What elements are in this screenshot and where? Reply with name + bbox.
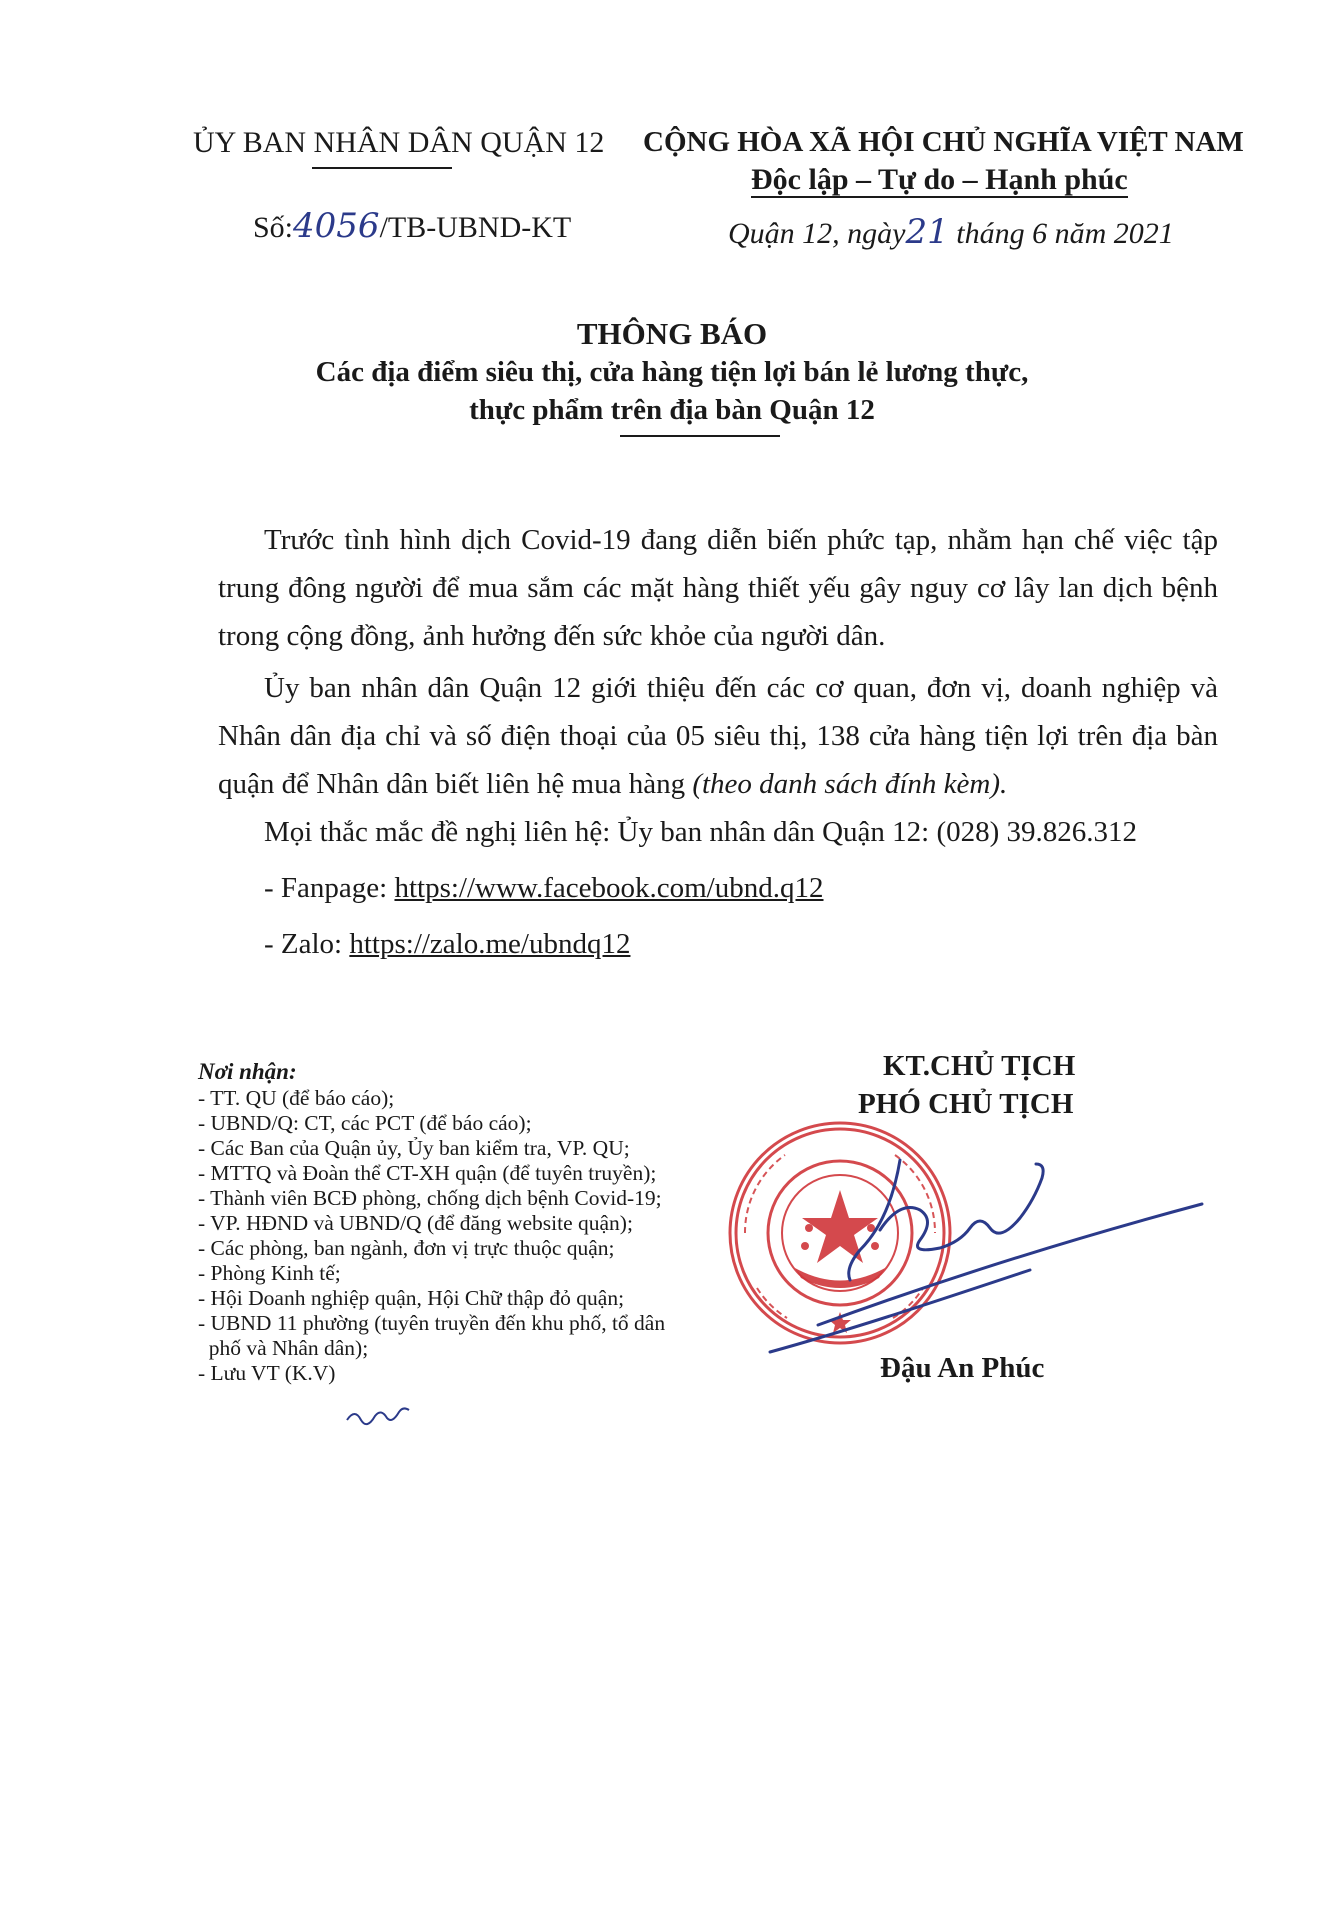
- fanpage-link[interactable]: https://www.facebook.com/ubnd.q12: [394, 872, 824, 904]
- document-heading: THÔNG BÁO: [576, 316, 768, 351]
- recipient-item: - Các phòng, ban ngành, đơn vị trực thuộc quận;: [198, 1236, 615, 1260]
- recipient-item: - Phòng Kinh tế;: [198, 1261, 341, 1285]
- recipient-item: - Hội Doanh nghiệp quận, Hội Chữ thập đỏ quận;: [198, 1286, 625, 1310]
- paragraph-2-text: Ủy ban nhân dân Quận 12 giới thiệu đến các cơ quan, đơn vị, doanh nghiệp và Nhân dân địa chỉ và số điện thoại của 05 siêu thị, 138 cửa hàng tiện lợi trên địa bàn quận để Nhân dân biết liên hệ mua hàng: [218, 672, 1218, 800]
- date-day-handwritten: 21: [905, 212, 949, 252]
- zalo-label: - Zalo:: [264, 928, 350, 960]
- recipient-item: - VP. HĐND và UBND/Q (để đăng website quận);: [198, 1211, 633, 1235]
- zalo-line: [264, 920, 630, 968]
- recipients-list: [198, 1058, 665, 1386]
- recipient-item: - UBND 11 phường (tuyên truyền đến khu phố, tổ dân: [198, 1311, 666, 1335]
- fanpage-line: [264, 864, 824, 912]
- recipient-item: - Các Ban của Quận ủy, Ủy ban kiểm tra, VP. QU;: [198, 1136, 630, 1160]
- fanpage-label: - Fanpage:: [264, 872, 395, 904]
- doc-number-handwritten: 4056: [293, 206, 380, 246]
- recipient-item: phố và Nhân dân);: [198, 1336, 369, 1360]
- document-subtitle-line1: Các địa điểm siêu thị, cửa hàng tiện lợi bán lẻ lương thực,: [315, 356, 1029, 388]
- document-subtitle-line2: thực phẩm trên địa bàn Quận 12: [469, 394, 875, 426]
- contact-line: Mọi thắc mắc đề nghị liên hệ: Ủy ban nhân dân Quận 12: (028) 39.826.312: [264, 816, 1138, 848]
- body-paragraph-2: [218, 664, 1218, 808]
- title-underline: [620, 435, 780, 437]
- handwritten-signature-icon: [650, 1120, 1210, 1360]
- recipient-item: - TT. QU (để báo cáo);: [198, 1086, 395, 1110]
- national-motto: Độc lập – Tự do – Hạnh phúc: [751, 163, 1128, 196]
- issuing-agency: ỦY BAN NHÂN DÂN QUẬN 12: [193, 126, 605, 159]
- doc-number-prefix: Số:: [253, 211, 294, 244]
- country-name: CỘNG HÒA XÃ HỘI CHỦ NGHĨA VIỆT NAM: [643, 126, 1244, 158]
- recipient-item: - MTTQ và Đoàn thể CT-XH quận (để tuyên truyền);: [198, 1161, 657, 1185]
- recipient-item: - Lưu VT (K.V): [198, 1361, 336, 1385]
- date-prefix: Quận 12, ngày: [728, 217, 906, 250]
- date-suffix: tháng 6 năm 2021: [948, 217, 1174, 250]
- signer-role-2: PHÓ CHỦ TỊCH: [858, 1088, 1074, 1120]
- clerk-initial-mark: [345, 1400, 415, 1430]
- agency-underline: [312, 167, 452, 169]
- signer-role-1: KT.CHỦ TỊCH: [883, 1050, 1076, 1082]
- issue-date: [728, 212, 1174, 252]
- document-number: [253, 206, 571, 246]
- body-paragraph-1: Trước tình hình dịch Covid-19 đang diễn biến phức tạp, nhằm hạn chế việc tập trung đông người để mua sắm các mặt hàng thiết yếu gây nguy cơ lây lan dịch bệnh trong cộng đồng, ảnh hưởng đến sức khỏe của người dân.: [218, 524, 1218, 652]
- recipients-title: Nơi nhận:: [198, 1059, 297, 1084]
- recipient-item: - Thành viên BCĐ phòng, chống dịch bệnh Covid-19;: [198, 1186, 662, 1210]
- recipient-item: - UBND/Q: CT, các PCT (để báo cáo);: [198, 1111, 532, 1135]
- paragraph-2-attachment-note: (theo danh sách đính kèm).: [692, 768, 1008, 800]
- doc-number-suffix: /TB-UBND-KT: [379, 211, 572, 244]
- zalo-link[interactable]: https://zalo.me/ubndq12: [349, 928, 631, 960]
- signer-name: Đậu An Phúc: [880, 1352, 1045, 1384]
